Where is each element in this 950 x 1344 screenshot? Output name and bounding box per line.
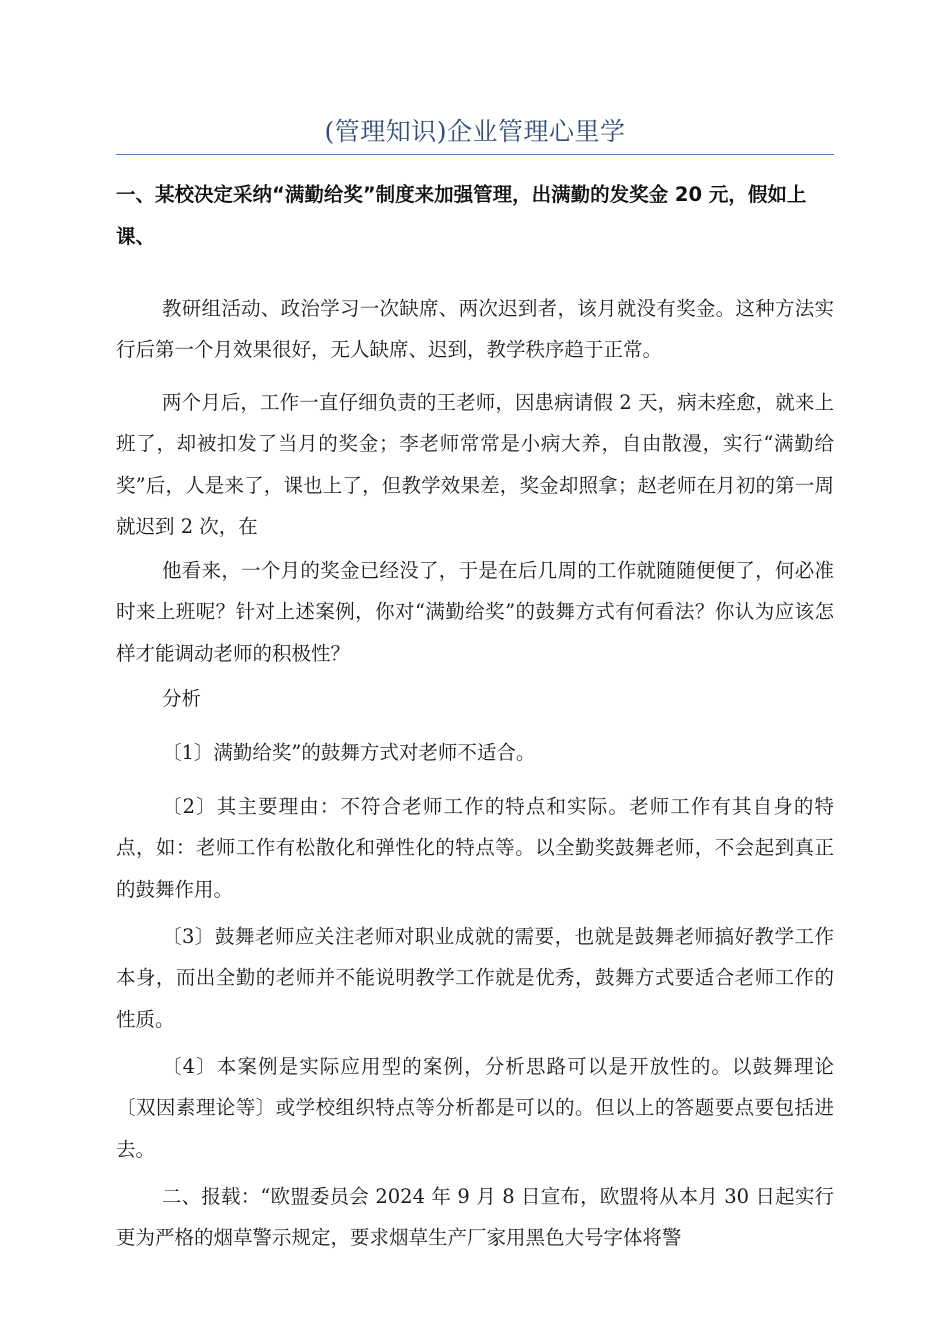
analysis-point-3: 〔3〕鼓舞老师应关注老师对职业成就的需要，也就是鼓舞老师搞好教学工作本身，而出全勤的老师并不能说明教学工作就是优秀，鼓舞方式要适合老师工作的性质。 xyxy=(116,924,834,1031)
section-heading: 一、某校决定采纳“满勤给奖”制度来加强管理，出满勤的发奖金 20 元，假如上课、 xyxy=(116,183,807,248)
section-two-paragraph: 二、报载：“欧盟委员会 2024 年 9 月 8 日宣布，欧盟将从本月 30 日起实行更为严格的烟草警示规定，要求烟草生产厂家用黑色大号字体将警 xyxy=(116,1184,834,1249)
analysis-point-2: 〔2〕其主要理由：不符合老师工作的特点和实际。老师工作有其自身的特点，如：老师工作有松散化和弹性化的特点等。以全勤奖鼓舞老师，不会起到真正的鼓舞作用。 xyxy=(116,794,834,901)
analysis-point-1: 〔1〕满勤给奖”的鼓舞方式对老师不适合。 xyxy=(162,740,536,764)
paragraph-3: 他看来，一个月的奖金已经没了，于是在后几周的工作就随随便便了，何必准时来上班呢？针对上述案例，你对“满勤给奖”的鼓舞方式有何看法？你认为应该怎样才能调动老师的积极性？ xyxy=(116,558,834,665)
analysis-point-4: 〔4〕本案例是实际应用型的案例，分析思路可以是开放性的。以鼓舞理论〔双因素理论等〕或学校组织特点等分析都是可以的。但以上的答题要点要包括进去。 xyxy=(116,1054,834,1161)
paragraph-1: 教研组活动、政治学习一次缺席、两次迟到者，该月就没有奖金。这种方法实行后第一个月效果很好，无人缺席、迟到，教学秩序趋于正常。 xyxy=(116,296,834,361)
title-divider xyxy=(116,154,834,155)
paragraph-2: 两个月后，工作一直仔细负责的王老师，因患病请假 2 天，病未痊愈，就来上班了，却被扣发了当月的奖金；李老师常常是小病大养，自由散漫，实行“满勤给奖”后，人是来了，课也上了，但教学效果差，奖金却照拿；赵老师在月初的第一周就迟到 2 次，在 xyxy=(116,390,834,538)
paragraph-analysis-label: 分析 xyxy=(162,686,202,710)
document-title: (管理知识)企业管理心里学 xyxy=(324,117,626,146)
